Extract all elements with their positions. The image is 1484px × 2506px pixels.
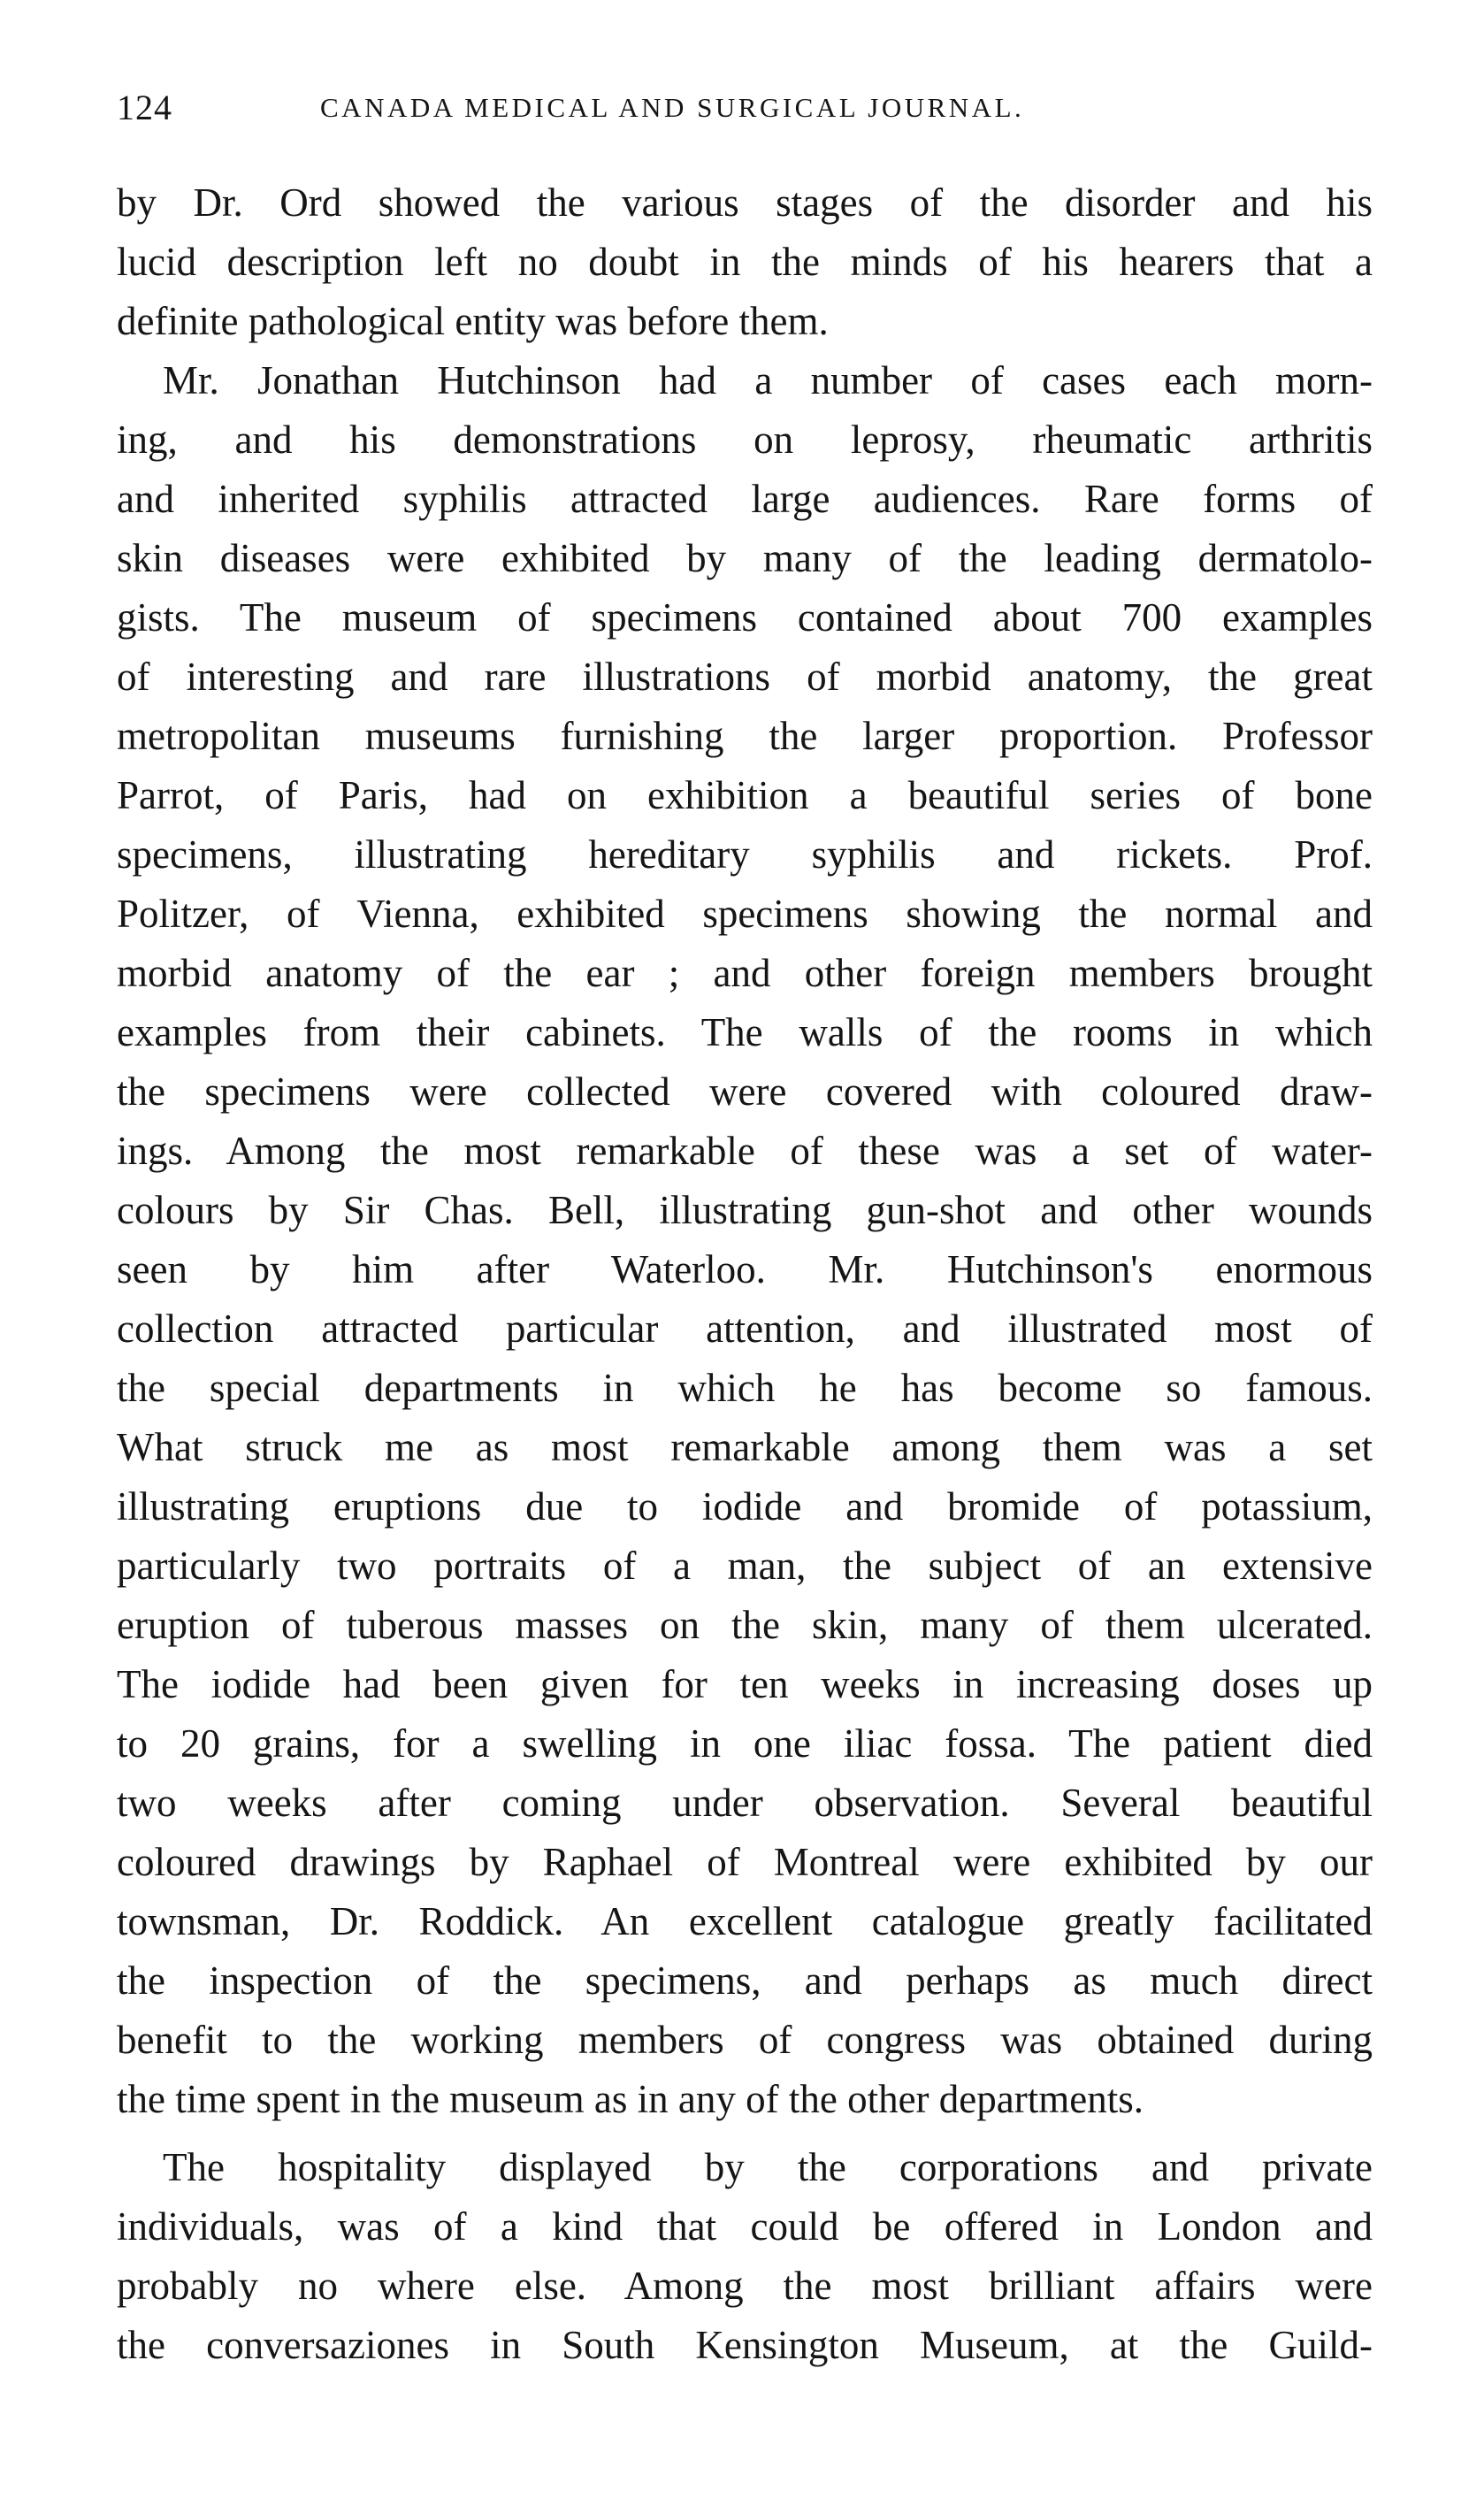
- text-line: Parrot, of Paris, had on exhibition a beautiful series of bone: [117, 773, 1373, 817]
- paragraph-spacing: [117, 2129, 1373, 2138]
- text-line: the special departments in which he has become so famous.: [117, 1366, 1373, 1410]
- text-line: definite pathological entity was before them.: [117, 299, 829, 343]
- text-line: to 20 grains, for a swelling in one iliac fossa. The patient died: [117, 1721, 1373, 1766]
- text-line: Politzer, of Vienna, exhibited specimens showing the normal and: [117, 892, 1373, 936]
- paragraph-hospitality: [117, 2138, 1373, 2375]
- text-line: gists. The museum of specimens contained about 700 examples: [117, 595, 1373, 640]
- text-line: seen by him after Waterloo. Mr. Hutchinson's enormous: [117, 1247, 1373, 1291]
- text-line: examples from their cabinets. The walls of the rooms in which: [117, 1010, 1373, 1054]
- text-line: the inspection of the specimens, and perhaps as much direct: [117, 1958, 1373, 2003]
- paragraph-museum: [117, 351, 1373, 2129]
- text-line: the specimens were collected were covered with coloured draw-: [117, 1069, 1373, 1114]
- text-line: specimens, illustrating hereditary syphilis and rickets. Prof.: [117, 832, 1373, 877]
- text-line: ing, and his demonstrations on leprosy, rheumatic arthritis: [117, 418, 1373, 462]
- text-line: coloured drawings by Raphael of Montreal were exhibited by our: [117, 1840, 1373, 1884]
- text-line: collection attracted particular attention, and illustrated most of: [117, 1307, 1373, 1351]
- text-line: the conversaziones in South Kensington Museum, at the Guild-: [117, 2323, 1373, 2367]
- text-line: Mr. Jonathan Hutchinson had a number of cases each morn-: [163, 358, 1373, 402]
- text-line: colours by Sir Chas. Bell, illustrating gun-shot and other wounds: [117, 1188, 1373, 1232]
- text-line: skin diseases were exhibited by many of the leading dermatolo-: [117, 536, 1373, 580]
- text-line: particularly two portraits of a man, the subject of an extensive: [117, 1544, 1373, 1588]
- text-line: lucid description left no doubt in the minds of his hearers that a: [117, 240, 1373, 284]
- text-line: two weeks after coming under observation. Several beautiful: [117, 1781, 1373, 1825]
- text-line: morbid anatomy of the ear ; and other foreign members brought: [117, 951, 1373, 995]
- text-line: the time spent in the museum as in any of the other departments.: [117, 2077, 1144, 2121]
- text-line: The hospitality displayed by the corporations and private: [163, 2145, 1373, 2189]
- page-number: 124: [117, 88, 172, 127]
- text-line: and inherited syphilis attracted large audiences. Rare forms of: [117, 477, 1373, 521]
- text-line: townsman, Dr. Roddick. An excellent catalogue greatly facilitated: [117, 1899, 1373, 1943]
- text-line: benefit to the working members of congress was obtained during: [117, 2018, 1373, 2062]
- text-line: metropolitan museums furnishing the larger proportion. Professor: [117, 714, 1373, 758]
- text-line: individuals, was of a kind that could be offered in London and: [117, 2204, 1373, 2249]
- text-line: illustrating eruptions due to iodide and bromide of potassium,: [117, 1484, 1373, 1529]
- running-head: [117, 81, 1373, 134]
- text-line: by Dr. Ord showed the various stages of the disorder and his: [117, 180, 1373, 225]
- text-line: The iodide had been given for ten weeks in increasing doses up: [117, 1662, 1373, 1706]
- paragraph-continued: [117, 173, 1373, 351]
- text-line: of interesting and rare illustrations of morbid anatomy, the great: [117, 655, 1373, 699]
- text-line: eruption of tuberous masses on the skin, many of them ulcerated.: [117, 1603, 1373, 1647]
- text-line: What struck me as most remarkable among them was a set: [117, 1425, 1373, 1469]
- journal-title: CANADA MEDICAL AND SURGICAL JOURNAL.: [320, 92, 1025, 123]
- text-line: ings. Among the most remarkable of these was a set of water-: [117, 1129, 1373, 1173]
- text-line: probably no where else. Among the most brilliant affairs were: [117, 2264, 1373, 2308]
- body-text: [117, 173, 1373, 2375]
